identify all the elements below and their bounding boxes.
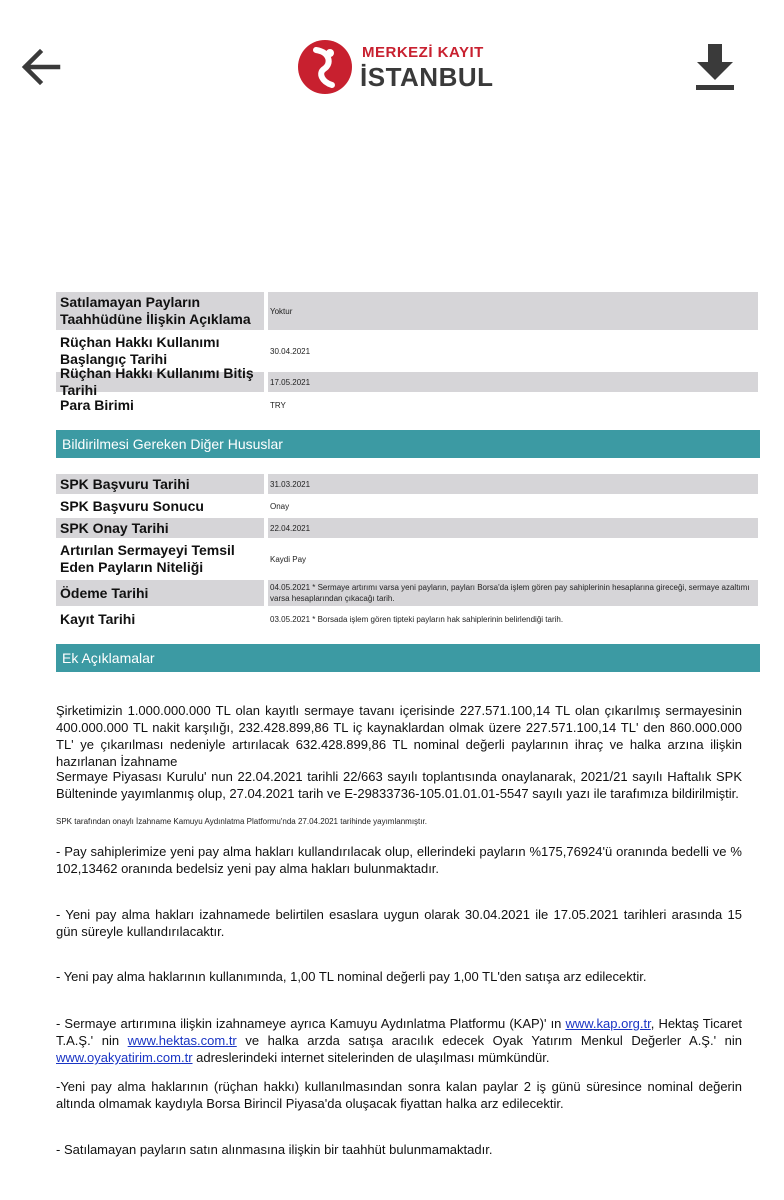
row-label: Para Birimi [60,396,134,413]
note-paragraph: - Yeni pay alma hakları izahnamede belirtilen esaslara uygun olarak 30.04.2021 ile 17.05.2021 tarihleri arasında 15 gün süreyle kullandırılacaktır. [56,907,742,939]
note-text: , Hektaş Ticaret T.A.Ş.' nin [56,1016,742,1048]
row-value: Onay [270,501,290,511]
row-value: 30.04.2021 [270,346,311,356]
oyakyatirim-link[interactable]: www.oyakyatirim.com.tr [56,1050,193,1065]
row-label: Rüçhan Hakkı Kullanımı Başlangıç Tarihi [60,334,220,367]
download-icon [694,42,736,92]
section-header-notes: Ek Açıklamalar [56,644,760,672]
note-paragraph [56,1015,742,1066]
row-label: Rüçhan Hakkı Kullanımı Bitiş Tarihi [56,372,264,392]
logo-line2: İSTANBUL [360,62,494,92]
table-row [56,394,758,416]
table-row [56,608,758,630]
kap-link[interactable]: www.kap.org.tr [565,1016,651,1031]
row-label: Ödeme Tarihi [56,580,264,606]
note-text: ve halka arzda satışa aracılık edecek Oyak Yatırım Menkul Değerler A.Ş.' nin [236,1033,743,1048]
row-value: 31.03.2021 [268,474,758,494]
back-button[interactable] [18,44,64,90]
row-value: 22.04.2021 [268,518,758,538]
row-label: SPK Başvuru Tarihi [56,474,264,494]
row-value: 04.05.2021 * Sermaye artırımı varsa yeni payların, payları Borsa'da işlem gören pay sahiplerinin hesaplarına gireceği, sermaye azaltımı varsa hesaplarından çıkacağı tarih. [268,580,758,606]
download-button[interactable] [694,42,736,92]
logo-line1: MERKEZİ KAYIT [362,44,484,61]
note-paragraph: - Yeni pay alma haklarının kullanımında, 1,00 TL nominal değerli pay 1,00 TL'den satışa arz edilecektir. [56,969,647,984]
note-text: - Sermaye artırımına ilişkin izahnameye ayrıca Kamuyu Aydınlatma Platformu (KAP)' ın [56,1016,566,1031]
note-paragraph: -Yeni pay alma haklarının (rüçhan hakkı) kullanılmasından sonra kalan paylar 2 iş günü süresince nominal değerin altında olmamak kaydıyla Borsa Birincil Piyasa'da oluşacak fiyattan halka arz edilecektir. [56,1079,742,1111]
table-row [56,540,758,578]
note-small-text: SPK tarafından onaylı İzahname Kamuyu Aydınlatma Platformu'nda 27.04.2021 tarihinde yayımlanmıştır. [56,817,427,826]
hektas-link[interactable]: www.hektas.com.tr [127,1033,237,1048]
section-header-other: Bildirilmesi Gereken Diğer Hususlar [56,430,760,458]
note-paragraph: Şirketimizin 1.000.000.000 TL olan kayıtlı sermaye tavanı içerisinde 227.571.100,14 TL olan çıkarılmış sermayesinin 400.000.000 TL nakit karşılığı, 232.428.899,86 TL iç kaynaklardan olmak üzere 227.571.100,14 TL' den 860.000.000 TL' ye çıkarılması nedeniyle artırılacak 632.428.899,86 TL nominal değerli paylarının ihraç ve halka arzına ilişkin hazırlanan İzahname [56,703,742,769]
note-paragraph: Sermaye Piyasası Kurulu' nun 22.04.2021 tarihli 22/663 sayılı toplantısında onaylanarak, 2021/21 sayılı Haftalık SPK Bülteninde yayımlanmış olup, 27.04.2021 tarih ve E-29833736-105.01.01.01-5547 sayılı yazı ile tarafımıza bildirilmiştir. [56,769,742,801]
table-row [56,365,758,398]
row-label: Kayıt Tarihi [60,610,136,627]
logo-mark-icon [296,38,354,96]
row-label: SPK Onay Tarihi [56,518,264,538]
row-value: 03.05.2021 * Borsada işlem gören tipteki payların hak sahiplerinin belirlendiği tarih. [270,614,564,624]
row-label: Satılamayan Payların Taahhüdüne İlişkin Açıklama [56,292,264,330]
table-row [56,580,758,606]
row-value: Kaydi Pay [270,554,307,564]
arrow-left-icon [18,44,64,90]
mkk-logo [296,38,494,98]
table-row [56,496,758,516]
row-label: SPK Başvuru Sonucu [60,497,204,514]
note-paragraph: - Pay sahiplerimize yeni pay alma hakları kullandırılacak olup, ellerindeki payların %175,76924'ü oranında bedelli ve % 102,13462 oranında bedelsiz yeni pay alma hakları bulunmaktadır. [56,844,742,876]
table-row [56,518,758,538]
table-row [56,292,758,330]
note-text: adreslerindeki internet sitelerinden de ulaşılması mümkündür. [192,1050,550,1065]
row-value: 17.05.2021 [268,372,758,392]
row-value: TRY [270,400,286,410]
row-label: Artırılan Sermayeyi Temsil Eden Payların Niteliği [60,542,235,575]
note-paragraph: - Satılamayan payların satın alınmasına ilişkin bir taahhüt bulunmamaktadır. [56,1142,493,1157]
table-row [56,474,758,494]
row-value: Yoktur [268,292,758,330]
